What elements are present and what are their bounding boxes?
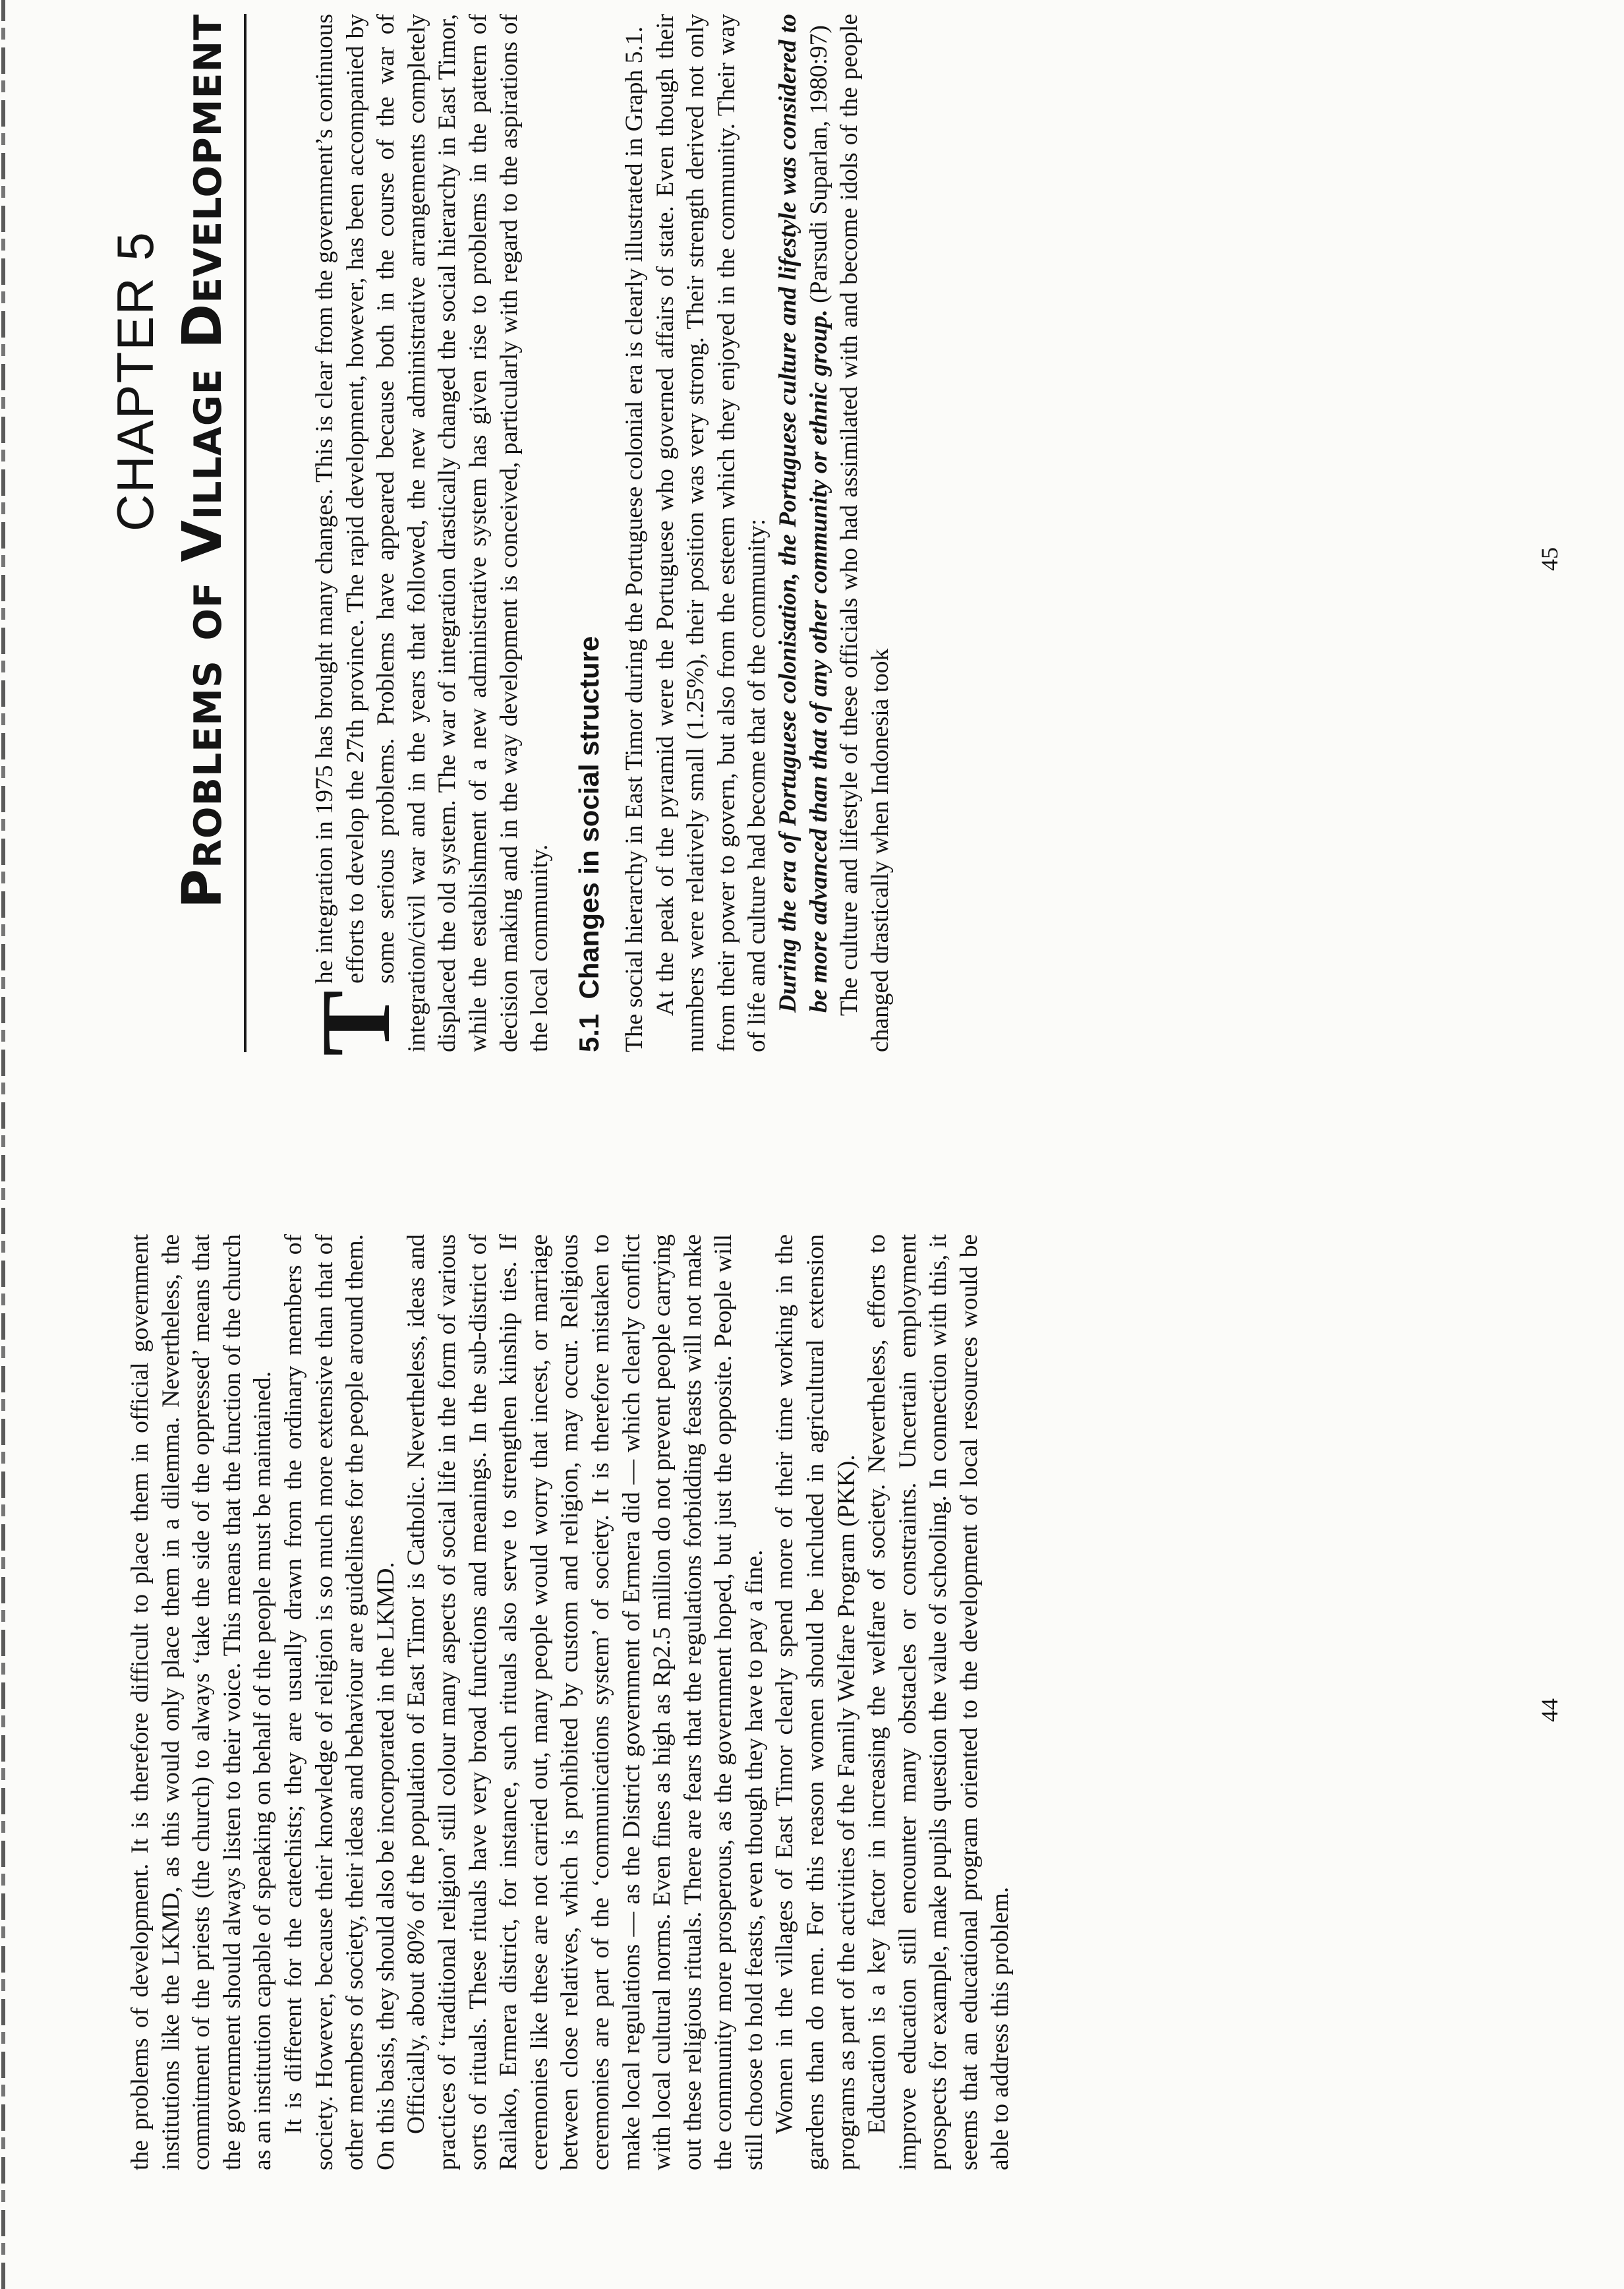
paragraph: Officially, about 80% of the population of East Timor is Catholic. Nevertheless, ideas and practices of ‘traditional religion’ still colour many aspects of social life in the form of various sorts of rituals. These rituals have very broad functions and meanings. In the sub-district of Railako, Ermera district, for instance, such rituals also serve to strengthen kinship ties. If ceremonies like these are not carried out, many people would worry that incest, or marriage between close relatives, which is prohibited by custom and religion, may occur. Religious ceremonies are part of the ‘communications system’ of society. It is therefore mistaken to make local regulations — as the District government of Ermera did — which clearly conflict with local cultural norms. Even fines as high as Rp2.5 million do not prevent people carrying out these religious rituals. There are fears that the regulations forbidding feasts will not make the community more prosperous, as the government hoped, but just the opposite. People will still choose to hold feasts, even though they have to pay a fine. (403, 1234, 768, 2170)
section-number: 5.1 (573, 1013, 604, 1052)
paragraph: At the peak of the pyramid were the Portuguese who governed affairs of state. Even though their numbers were relatively small (1.25%), their position was very strong. Their strength derived not only from their power to govern, but also from the esteem which they enjoyed in the community. Their way of life and culture had become that of the community: (651, 14, 771, 1052)
page-number: 45 (1536, 547, 1563, 571)
chapter-title: Problems of Village Development (171, 14, 234, 908)
intro-text: he integration in 1975 has brought many changes. This is clear from the government’s continuous efforts to develop the 27th province. The rapid development, however, has been accompanied by some serious problems. Problems have appeared because both in the course of the war of integration/civil war and in the years that followed, the new administrative arrangements completely displaced the old system. The war of integration drastically changed the social hierarchy in East Timor, while the establishment of a new administrative system has given rise to problems in the pattern of decision making and in the way development is conceived, particularly with regard to the aspirations of the local community. (311, 14, 554, 1052)
left-page (0, 1144, 1624, 2289)
drop-cap: T (301, 990, 411, 1056)
section-heading (573, 636, 605, 1052)
paragraph: The social hierarchy in East Timor during the Portuguese colonial era is clearly illustrated in Graph 5.1. (621, 26, 648, 1052)
right-page-body (620, 14, 896, 1052)
quote-citation: (Parsudi Suparlan, 1980:97) (805, 25, 832, 303)
paragraph: Women in the villages of East Timor clearly spend more of their time working in the gardens than do men. For this reason women should be included in agricultural extension programs as part of the activities of the Family Welfare Program (PKK). (771, 1234, 860, 2170)
chapter-intro (301, 14, 556, 1056)
page-number: 44 (1536, 1698, 1563, 1722)
section-title: Changes in social structure (573, 636, 604, 999)
paragraph: The culture and lifestyle of these officials who had assimilated with and become idols of the people changed drastically when Indonesia took (836, 14, 894, 1052)
block-quote (773, 14, 834, 1052)
paragraph: the problems of development. It is therefore difficult to place them in official government institutions like the LKMD, as this would only place them in a dilemma. Nevertheless, the commitment of the priests (the church) to always ‘take the side of the oppressed’ means that the government should always listen to their voice. This means that the function of the church as an institution capable of speaking on behalf of the people must be maintained. (127, 1234, 277, 2170)
quote-text: During the era of Portuguese colonisation, the Portuguese culture and lifestyle was considered to be more advanced than that of any other community or ethnic group. (774, 14, 832, 1013)
left-page-body (125, 1234, 1016, 2170)
right-page (0, 0, 1624, 1144)
paragraph: Education is a key factor in increasing the welfare of society. Nevertheless, efforts to improve education still encounter many obstacles or constraints. Uncertain employment prospects for example, make pupils question the value of schooling. In connection with this, it seems that an educational program oriented to the development of local resources would be able to address this problem. (863, 1234, 1014, 2170)
paragraph: It is different for the catechists; they are usually drawn from the ordinary members of society. However, because their knowledge of religion is so much more extensive than that of other members of society, their ideas and behaviour are guidelines for the people around them. On this basis, they should also be incorporated in the LKMD. (279, 1234, 399, 2170)
chapter-label: CHAPTER 5 (106, 231, 164, 531)
chapter-rule (244, 14, 246, 1052)
